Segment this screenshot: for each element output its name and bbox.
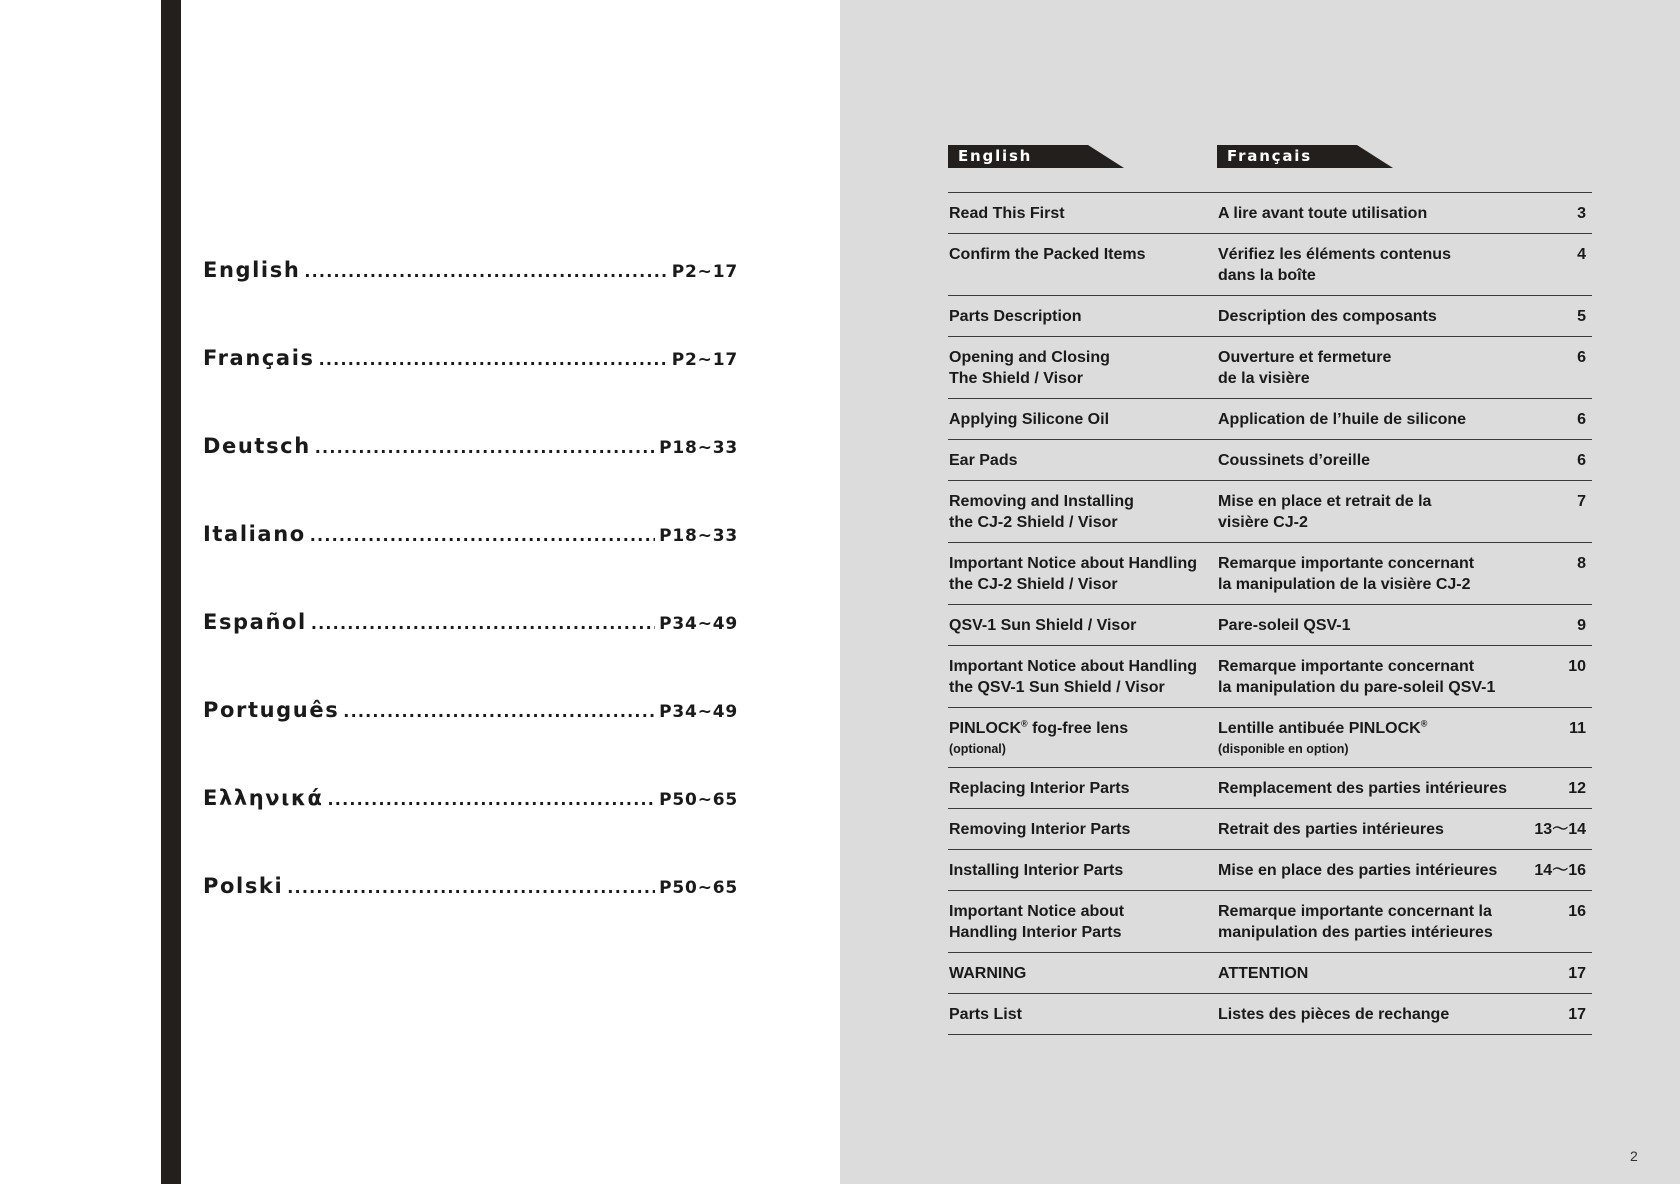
toc-entry-page: 10 [1568,658,1586,675]
toc-entry-page: 7 [1577,493,1586,510]
toc-entry-english [949,347,1211,389]
language-name: Ελληνικά [203,786,324,810]
toc-entry-english [949,491,1211,533]
leader-dots [287,878,655,897]
toc-entry-french [1218,615,1528,636]
toc-entry-french [1218,778,1528,799]
toc-entry-english-text: Read This First [949,205,1065,222]
toc-entry-french [1218,409,1528,430]
toc-entry-english-text: Removing and Installing the CJ-2 Shield / Visor [949,493,1134,531]
registered-mark: ® [1021,718,1028,729]
language-page-range: P34~49 [659,702,738,722]
toc-entry-english [949,306,1211,327]
toc-entry-page: 17 [1568,1006,1586,1023]
english-header-label: English [958,147,1033,165]
language-entry [203,258,738,288]
toc-row [948,543,1592,605]
toc-entry-page: 12 [1568,780,1586,797]
toc-entry-english [949,901,1211,943]
toc-entry-english [949,963,1211,984]
language-entry [203,346,738,376]
leader-dots [311,614,655,633]
toc-row [948,193,1592,234]
toc-entry-page: 9 [1577,617,1586,634]
toc-entry-french-text: Remplacement des parties intérieures [1218,780,1508,797]
toc-entry-english-text: Important Notice about Handling the CJ-2 Shield / Visor [949,555,1197,593]
toc-entry-page: 3 [1577,205,1586,222]
toc-row [948,234,1592,296]
language-entry [203,874,738,904]
toc-entry-french [1218,718,1528,759]
toc-entry-french [1218,819,1528,840]
toc-entry-english-text: Confirm the Packed Items [949,246,1146,263]
toc-row [948,891,1592,953]
toc-row [948,337,1592,399]
toc-entry-english [949,718,1211,759]
registered-mark: ® [1420,718,1428,729]
toc-entry-french [1218,244,1528,286]
toc-entry-english-text: Removing Interior Parts [949,821,1131,838]
language-entry [203,610,738,640]
toc-entry-french-text: Application de l’huile de silicone [1218,411,1467,428]
toc-entry-english-text: Important Notice about Handling Interior Parts [949,903,1125,941]
language-name: Polski [203,874,284,898]
toc-entry-french [1218,901,1528,943]
toc-row [948,708,1592,768]
toc-entry-french-text: Remarque importante concernant la manipulation du pare-soleil QSV-1 [1218,658,1496,696]
toc-entry-french [1218,306,1528,327]
toc-entry-english [949,409,1211,430]
toc-row [948,399,1592,440]
toc-entry-french-text: Description des composants [1218,308,1437,325]
language-name: Español [203,610,307,634]
toc-row [948,296,1592,337]
toc-entry-french-text: Remarque importante concernant la manipulation des parties intérieures [1218,903,1493,941]
toc-entry-english-text-cont: fog-free lens [1027,720,1129,737]
toc-entry-french [1218,347,1528,389]
leader-dots [319,350,668,369]
toc-entry-french-text: Pare-soleil QSV-1 [1218,617,1351,634]
language-name: Français [203,346,315,370]
toc-entry-french [1218,860,1528,881]
toc-row [948,953,1592,994]
toc-entry-page: 14～16 [1534,862,1586,879]
toc-entry-page: 13～14 [1534,821,1586,838]
leader-dots [328,790,656,809]
toc-row [948,481,1592,543]
toc-entry-french-note: (disponible en option) [1218,742,1349,756]
toc-entry-french [1218,963,1528,984]
language-page-range: P34~49 [659,614,738,634]
right-page [840,0,1680,1184]
toc-row [948,605,1592,646]
language-page-range: P18~33 [659,526,738,546]
toc-entry-english-text: QSV-1 Sun Shield / Visor [949,617,1137,634]
toc-entry-french-text: ATTENTION [1218,965,1309,982]
toc-entry-english [949,615,1211,636]
toc-entry-french [1218,450,1528,471]
toc-entry-english-text: Important Notice about Handling the QSV-1 Sun Shield / Visor [949,658,1197,696]
toc-entry-english [949,860,1211,881]
toc-entry-english-text: Parts List [949,1006,1022,1023]
toc-entry-english [949,450,1211,471]
toc-entry-french-text: Remarque importante concernant la manipulation de la visière CJ-2 [1218,555,1475,593]
toc-entry-french-text: A lire avant toute utilisation [1218,205,1428,222]
language-name: English [203,258,301,282]
toc-entry-french [1218,1004,1528,1025]
toc-row [948,809,1592,850]
language-entry [203,522,738,552]
toc-entry-page: 8 [1577,555,1586,572]
language-entry [203,698,738,728]
language-name: Italiano [203,522,306,546]
language-page-range: P2~17 [671,350,738,370]
toc-entry-french [1218,203,1528,224]
language-name: Português [203,698,340,722]
toc-entry-page: 6 [1577,349,1586,366]
toc-entry-french-text: Ouverture et fermeture de la visière [1218,349,1392,387]
toc-entry-english-text: PINLOCK [949,720,1021,737]
toc-entry-english-text: Applying Silicone Oil [949,411,1110,428]
toc-entry-english [949,656,1211,698]
leader-dots [315,438,655,457]
french-header-label: Français [1227,147,1312,165]
leader-dots [304,262,667,281]
toc-row [948,646,1592,708]
leader-dots [310,526,655,545]
toc-entry-english [949,1004,1211,1025]
language-page-range: P50~65 [659,878,738,898]
toc-entry-english [949,553,1211,595]
toc-entry-page: 11 [1569,720,1586,737]
toc-entry-page: 4 [1577,246,1586,263]
toc-entry-english-text: Ear Pads [949,452,1018,469]
toc-entry-french-text: Mise en place et retrait de la visière CJ-2 [1218,493,1432,531]
toc-entry-page: 6 [1577,452,1586,469]
language-page-range: P50~65 [659,790,738,810]
toc-entry-page: 16 [1568,903,1586,920]
toc-entry-french [1218,491,1528,533]
toc-entry-page: 17 [1568,965,1586,982]
toc-entry-english-note: (optional) [949,742,1006,756]
toc-row [948,994,1592,1035]
toc-entry-english-text: Opening and Closing The Shield / Visor [949,349,1110,387]
toc-entry-french-text: Vérifiez les éléments contenus dans la boîte [1218,246,1451,284]
toc-entry-french [1218,553,1528,595]
language-page-range: P2~17 [671,262,738,282]
language-entry [203,434,738,464]
toc-entry-french-text: Lentille antibuée PINLOCK [1218,720,1421,737]
toc-entry-english [949,778,1211,799]
toc-entry-french-text: Listes des pièces de rechange [1218,1006,1450,1023]
toc-entry-english-text: Replacing Interior Parts [949,780,1130,797]
toc-row [948,850,1592,891]
toc-entry-french [1218,656,1528,698]
toc-entry-page: 6 [1577,411,1586,428]
language-entry [203,786,738,816]
leader-dots [343,702,655,721]
toc-entry-french-text: Retrait des parties intérieures [1218,821,1444,838]
toc-entry-english-text: WARNING [949,965,1027,982]
toc-row [948,440,1592,481]
toc-entry-english-text: Installing Interior Parts [949,862,1124,879]
toc-entry-page: 5 [1577,308,1586,325]
language-name: Deutsch [203,434,311,458]
page-number: 2 [1630,1148,1638,1164]
toc-entry-english [949,244,1211,265]
toc-entry-french-text: Mise en place des parties intérieures [1218,862,1498,879]
spine-bar [161,0,181,1184]
toc-row [948,768,1592,809]
toc-entry-french-text: Coussinets d’oreille [1218,452,1371,469]
language-page-range: P18~33 [659,438,738,458]
toc-entry-english [949,819,1211,840]
toc-entry-english [949,203,1211,224]
table-of-contents [948,192,1592,1035]
toc-entry-english-text: Parts Description [949,308,1082,325]
